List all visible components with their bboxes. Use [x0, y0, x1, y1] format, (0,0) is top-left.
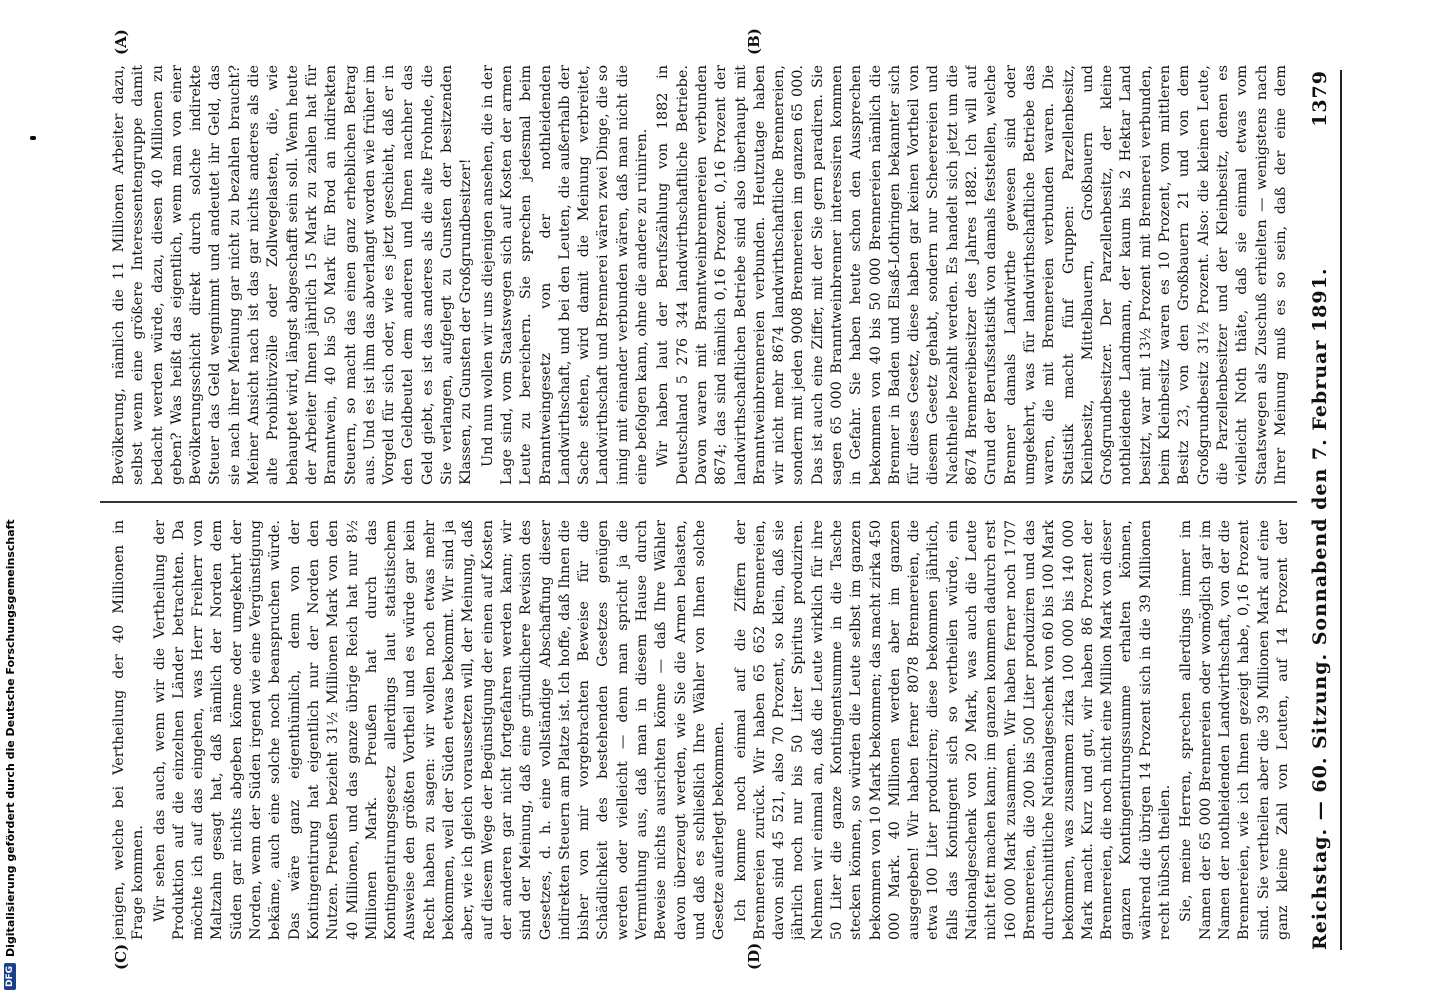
running-head — [1300, 70, 1342, 950]
funding-text: Digitalisierung gefördert durch die Deutsche Forschungsgemeinschaft — [3, 519, 17, 957]
margin-marker-b: (B) — [745, 28, 763, 55]
funding-note — [0, 0, 20, 1000]
margin-marker-d: (D) — [745, 942, 763, 970]
running-head-title: Reichstag. — 60. Sitzung. Sonnabend den 7. Februar 1891. — [1309, 267, 1331, 950]
paragraph: Ich komme noch einmal auf die Ziffern der Brennereien zurück. Wir haben 65 652 Brennereien, davon sind 45 521, also 70 Prozent, so klein, daß sie jährlich noch nur bis 50 Liter Spiritus produziren. Nehmen wir einmal an, daß die Leute wirklich für ihre 50 Liter die ganze Kontingentsumme in die Tasche stecken können, so würden die Leute selbst im ganzen bekommen von 10 Mark bekommen; das macht zirka 450 000 Mark. 40 Millionen werden aber im ganzen ausgegeben! Wir haben ferner 8078 Brennereien, die etwa 100 Liter produziren; diese bekommen jährlich, falls das Kontingent sich so vertheilen würde, ein Nationalgeschenk von 20 Mark, was auch die Leute nicht fett machen kann; im ganzen kommen dadurch erst 160 000 Mark zusammen. Wir haben ferner noch 1707 Brennereien, die 200 bis 500 Liter produziren und das durchschnittliche Nationalgeschenk von 60 bis 100 Mark bekommen, was zusammen zirka 100 000 bis 140 000 Mark macht. Kurz und gut, wir haben 86 Prozent der Brennereien, die noch nicht eine Million Mark von dieser ganzen Kontingentirungssumme erhalten können, während die übrigen 14 Prozent sich in die 39 Millionen recht hübsch theilen. — [732, 520, 1174, 940]
right-column — [110, 520, 1292, 940]
margin-marker-a: (A) — [112, 29, 130, 55]
column-divider — [100, 501, 1297, 503]
paragraph: Und nun wollen wir uns diejenigen ansehen, die in der Lage sind, vom Staatswegen sich auf Kosten der armen Leute zu bereichern. Sie sprechen jedesmal beim Branntweingesetz von der nothleidenden Landwirthschaft, und bei den Leuten, die außerhalb der Sache stehen, wird damit die Meinung verbreitet, Landwirthschaft und Brennerei wären zwei Dinge, die so innig mit einander verbunden wären, daß man nicht die eine befolgen kann, ohne die andere zu ruiniren. — [479, 65, 651, 485]
scan-speck — [30, 136, 36, 140]
left-column — [110, 65, 1292, 485]
paragraph: Bevölkerung, nämlich die 11 Millionen Arbeiter dazu, selbst wenn eine größere Interessentengruppe damit bedacht werden würde, dazu, diesen 40 Millionen zu geben? Was heißt das eigentlich, wenn man von einer Bevölkerungsschicht direkt durch solche indirekte Steuer das Geld wegnimmt und andeutet ihr Geld, das sie nach ihrer Meinung gar nicht zu bezahlen braucht? Meiner Ansicht nach ist das gar nichts anderes als die alte Prohibitivzölle oder Zollwegelasten, die, wie behauptet wird, längst abgeschafft sein soll. Wenn heute der Arbeiter Ihnen jährlich 15 Mark zu zahlen hat für Branntwein, 40 bis 50 Mark für Brod an indirekten Steuern, so macht das einen ganz erheblichen Betrag aus. Und es ist ihm das abverlangt worden wie früher im Vorgeld für sich oder, wie es jetzt geschieht, daß er in den Geldbeutel dem anderen und Ihnen nachher das Geld giebt, es ist das anderes als die alte Frohnde, die Sie verlangen, aufgelegt zu Gunsten der besitzenden Klassen, zu Gunsten der Großgrundbesitzer! — [111, 65, 475, 485]
paragraph: Wir haben laut der Berufszählung von 1882 in Deutschland 5 276 344 landwirthschaftliche Betriebe. Davon waren mit Branntweinbrennereien verbunden 8674; das sind nämlich 0,16 Prozent. 0,16 Prozent der landwirthschaftlichen Betriebe sind also überhaupt mit Branntweinbrennereien verbunden. Heutzutage haben wir nicht mehr 8674 landwirthschaftliche Brennereien, sondern mit jeden 9008 Brennereien im ganzen 65 000. Das ist auch eine Ziffer, mit der Sie gern paradiren. Sie sagen 65 000 Branntweinbrenner interessiren kommen in Gefahr. Sie haben heute schon den Aussprechen bekommen von 40 bis 50 000 Brennereien nämlich die Brenner in Baden und Elsaß-Lothringen bekannter sich für dieses Gesetz, diese haben gar keinen Vortheil von diesem Gesetz gehabt, sondern nur Scheerereien und Nachtheile bezahlt werden. Es handelt sich jetzt um die 8674 Brennereibesitzer des Jahres 1882. Ich will auf Grund der Berufsstatistik von damals feststellen, welche Brenner damals Landwirthe gewesen sind oder umgekehrt, was für landwirthschaftliche Betriebe das waren, die mit Brennereien verbunden waren. Die Statistik macht fünf Gruppen: Parzellenbesitz, Kleinbesitz, Mittelbauern, Großbauern und Großgrundbesitzer. Der Parzellenbesitz, der kleine nothleidende Landmann, der kaum bis 2 Hektar Land besitzt, war mit 13½ Prozent mit Brennerei verbunden, beim Kleinbesitz waren es 10 Prozent, vom mittleren Besitz 23, von den Großbauern 21 und von dem Großgrundbesitz 31½ Prozent. Also: die kleinen Leute, die Parzellenbesitzer und der Kleinbesitz, denen es vielleicht Noth thäte, daß sie einmal etwas vom Staatswegen als Zuschuß erhielten — wenigstens nach Ihrer Meinung muß es so sein, daß der eine dem — [655, 65, 1289, 485]
paragraph: jenigen, welche bei Vertheilung der 40 Millionen in Frage kommen. — [111, 520, 147, 940]
dfg-logo: DFG — [4, 963, 16, 990]
paragraph: Sie, meine Herren, sprechen allerdings immer im Namen der 65 000 Brennereien oder womöglich gar im Namen der nothleidenden Landwirthschaft, von der die Brennereien, wie ich Ihnen gezeigt habe, 0,16 Prozent sind. Sie vertheilen aber die 39 Millionen Mark auf eine ganz kleine Zahl von Leuten, auf 14 Prozent der — [1178, 520, 1291, 940]
margin-marker-c: (C) — [112, 943, 130, 970]
page-number: 1379 — [1309, 70, 1331, 127]
paragraph: Wir sehen das auch, wenn wir die Vertheilung der Produktion auf die einzelnen Länder betrachten. Da möchte ich auf das eingehen, was Herr Freiherr von Maltzahn gesagt hat, daß nämlich der Norden dem Süden gar nichts abgeben könne oder umgekehrt der Norden, wenn der Süden irgend wie eine Vergünstigung bekäme, auch eine solche noch beanspruchen würde. Das wäre ganz eigenthümlich, denn von der Kontingentirung hat eigentlich nur der Norden den Nutzen. Preußen bezieht 31½ Millionen Mark von den 40 Millionen, und das ganze übrige Reich hat nur 8½ Millionen Mark. Preußen hat durch das Kontingentirungsgesetz allerdings laut statistischem Ausweise den größten Vortheil und es würde gar kein Recht haben zu sagen: wir wollen noch etwas mehr bekommen, weil der Süden etwas bekommt. Wir sind ja aber, wie ich gleich voraussetzen will, der Meinung, daß auf diesem Wege der Begünstigung der einen auf Kosten der anderen gar nicht fortgefahren werden kann; wir sind der Meinung, daß eine gründlichere Revision des Gesetzes, d. h. eine vollständige Abschaffung dieser indirekten Steuern am Platze ist. Ich hoffe, daß Ihnen die bisher von mir vorgebrachten Beweise für die Schädlichkeit des bestehenden Gesetzes genügen werden oder vielleicht — denn man spricht ja die Vermuthung aus, daß man in diesem Hause durch Beweise nichts ausrichten könne — daß Ihre Wähler davon überzeugt werden, wie Sie die Armen belasten, und daß es schließlich Ihre Wähler von Ihnen solche Gesetze auferlegt bekommen. — [151, 520, 728, 940]
